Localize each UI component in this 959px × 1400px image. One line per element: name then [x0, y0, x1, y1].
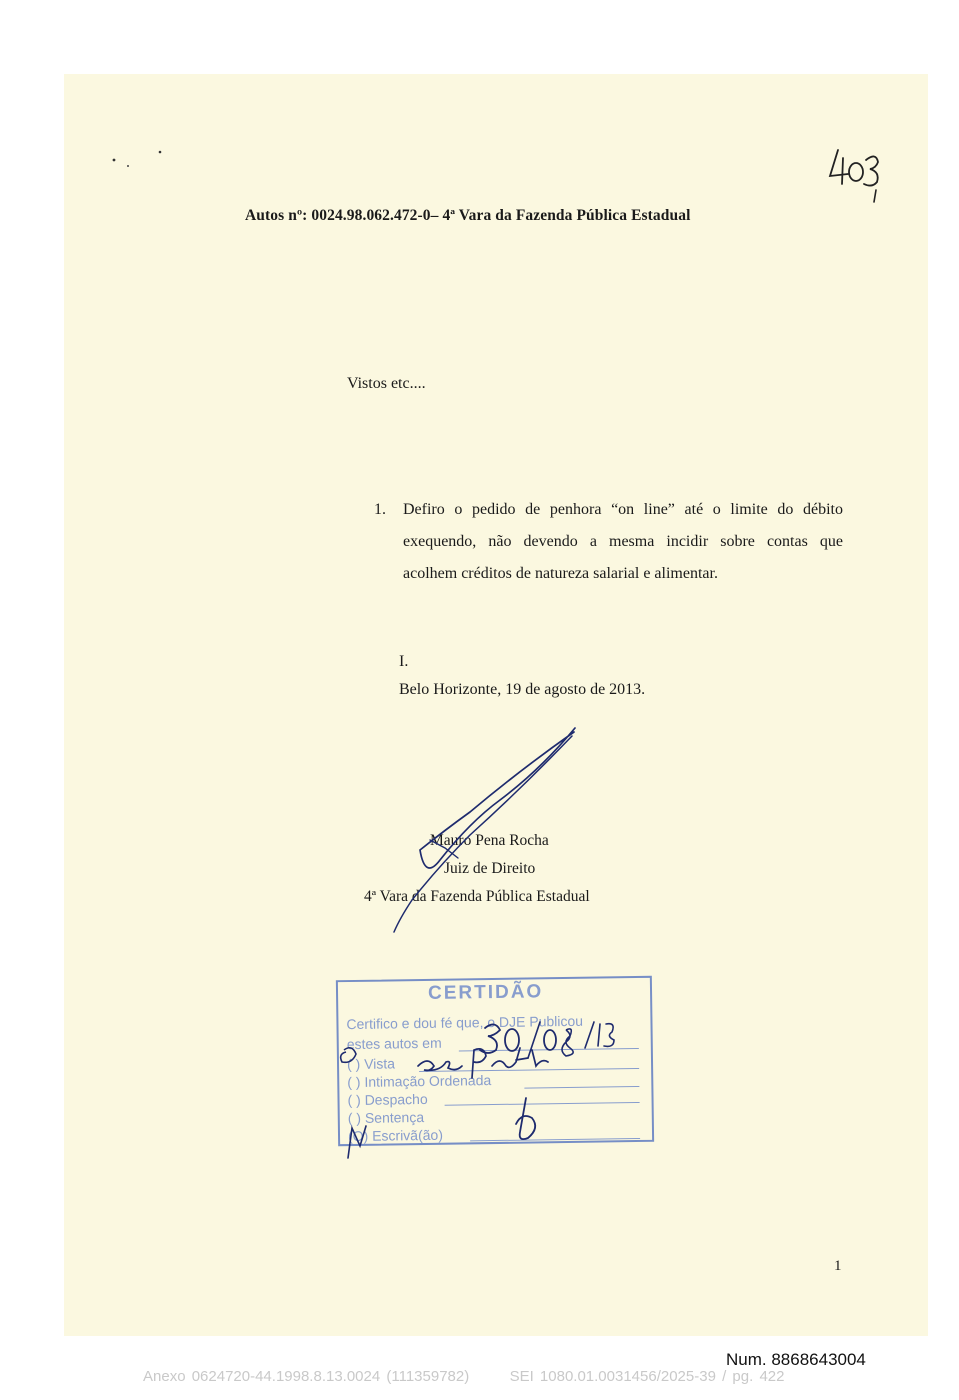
stamp-rule: [470, 1138, 640, 1141]
stamp-line: Certifico e dou fé que, o DJE Publicou: [346, 1012, 584, 1033]
stamp-line: (O) Escrivã(ão): [347, 1126, 444, 1145]
stamp-line: ( ) Despacho: [347, 1090, 428, 1109]
case-header: Autos nº: 0024.98.062.472-0– 4ª Vara da Fazenda Pública Estadual: [245, 207, 691, 224]
signer-title: Juiz de Direito: [444, 860, 536, 877]
stamp-line: ( ) Vista: [346, 1055, 396, 1073]
place-date: Belo Horizonte, 19 de agosto de 2013.: [399, 681, 646, 698]
annex-reference: Anexo 0624720-44.1998.8.13.0024 (111359782): [143, 1368, 470, 1385]
greeting: Vistos etc....: [347, 375, 426, 392]
signer-court: 4ª Vara da Fazenda Pública Estadual: [364, 888, 590, 905]
item-number: 1.: [374, 501, 386, 518]
stamp-line: ( ) Sentença: [347, 1108, 425, 1127]
annex-footer: [143, 1368, 784, 1385]
stamp-title: CERTIDÃO: [427, 981, 544, 1004]
stamp-rule: [524, 1086, 639, 1089]
stamp-line: ( ) Intimação Ordenada: [347, 1072, 492, 1091]
stamp-rule: [459, 1048, 639, 1052]
stamp-line: estes autos em: [346, 1034, 442, 1053]
certidao-stamp: [336, 976, 654, 1146]
closing-mark: I.: [399, 653, 409, 670]
document-sheet: [64, 74, 928, 1336]
sei-reference: SEI 1080.01.0031456/2025-39 / pg. 422: [509, 1368, 785, 1385]
document-number: Num. 8868643004: [726, 1350, 866, 1369]
stamp-rule: [445, 1102, 640, 1106]
stamp-rule: [419, 1068, 639, 1072]
signer-name: Mauro Pena Rocha: [430, 832, 549, 849]
item-line: exequendo, não devendo a mesma incidir sobre contas que: [403, 533, 843, 550]
item-line: acolhem créditos de natureza salarial e alimentar.: [403, 565, 718, 582]
page-number: 1: [834, 1258, 842, 1274]
item-line: Defiro o pedido de penhora “on line” até o limite do débito: [403, 501, 843, 518]
